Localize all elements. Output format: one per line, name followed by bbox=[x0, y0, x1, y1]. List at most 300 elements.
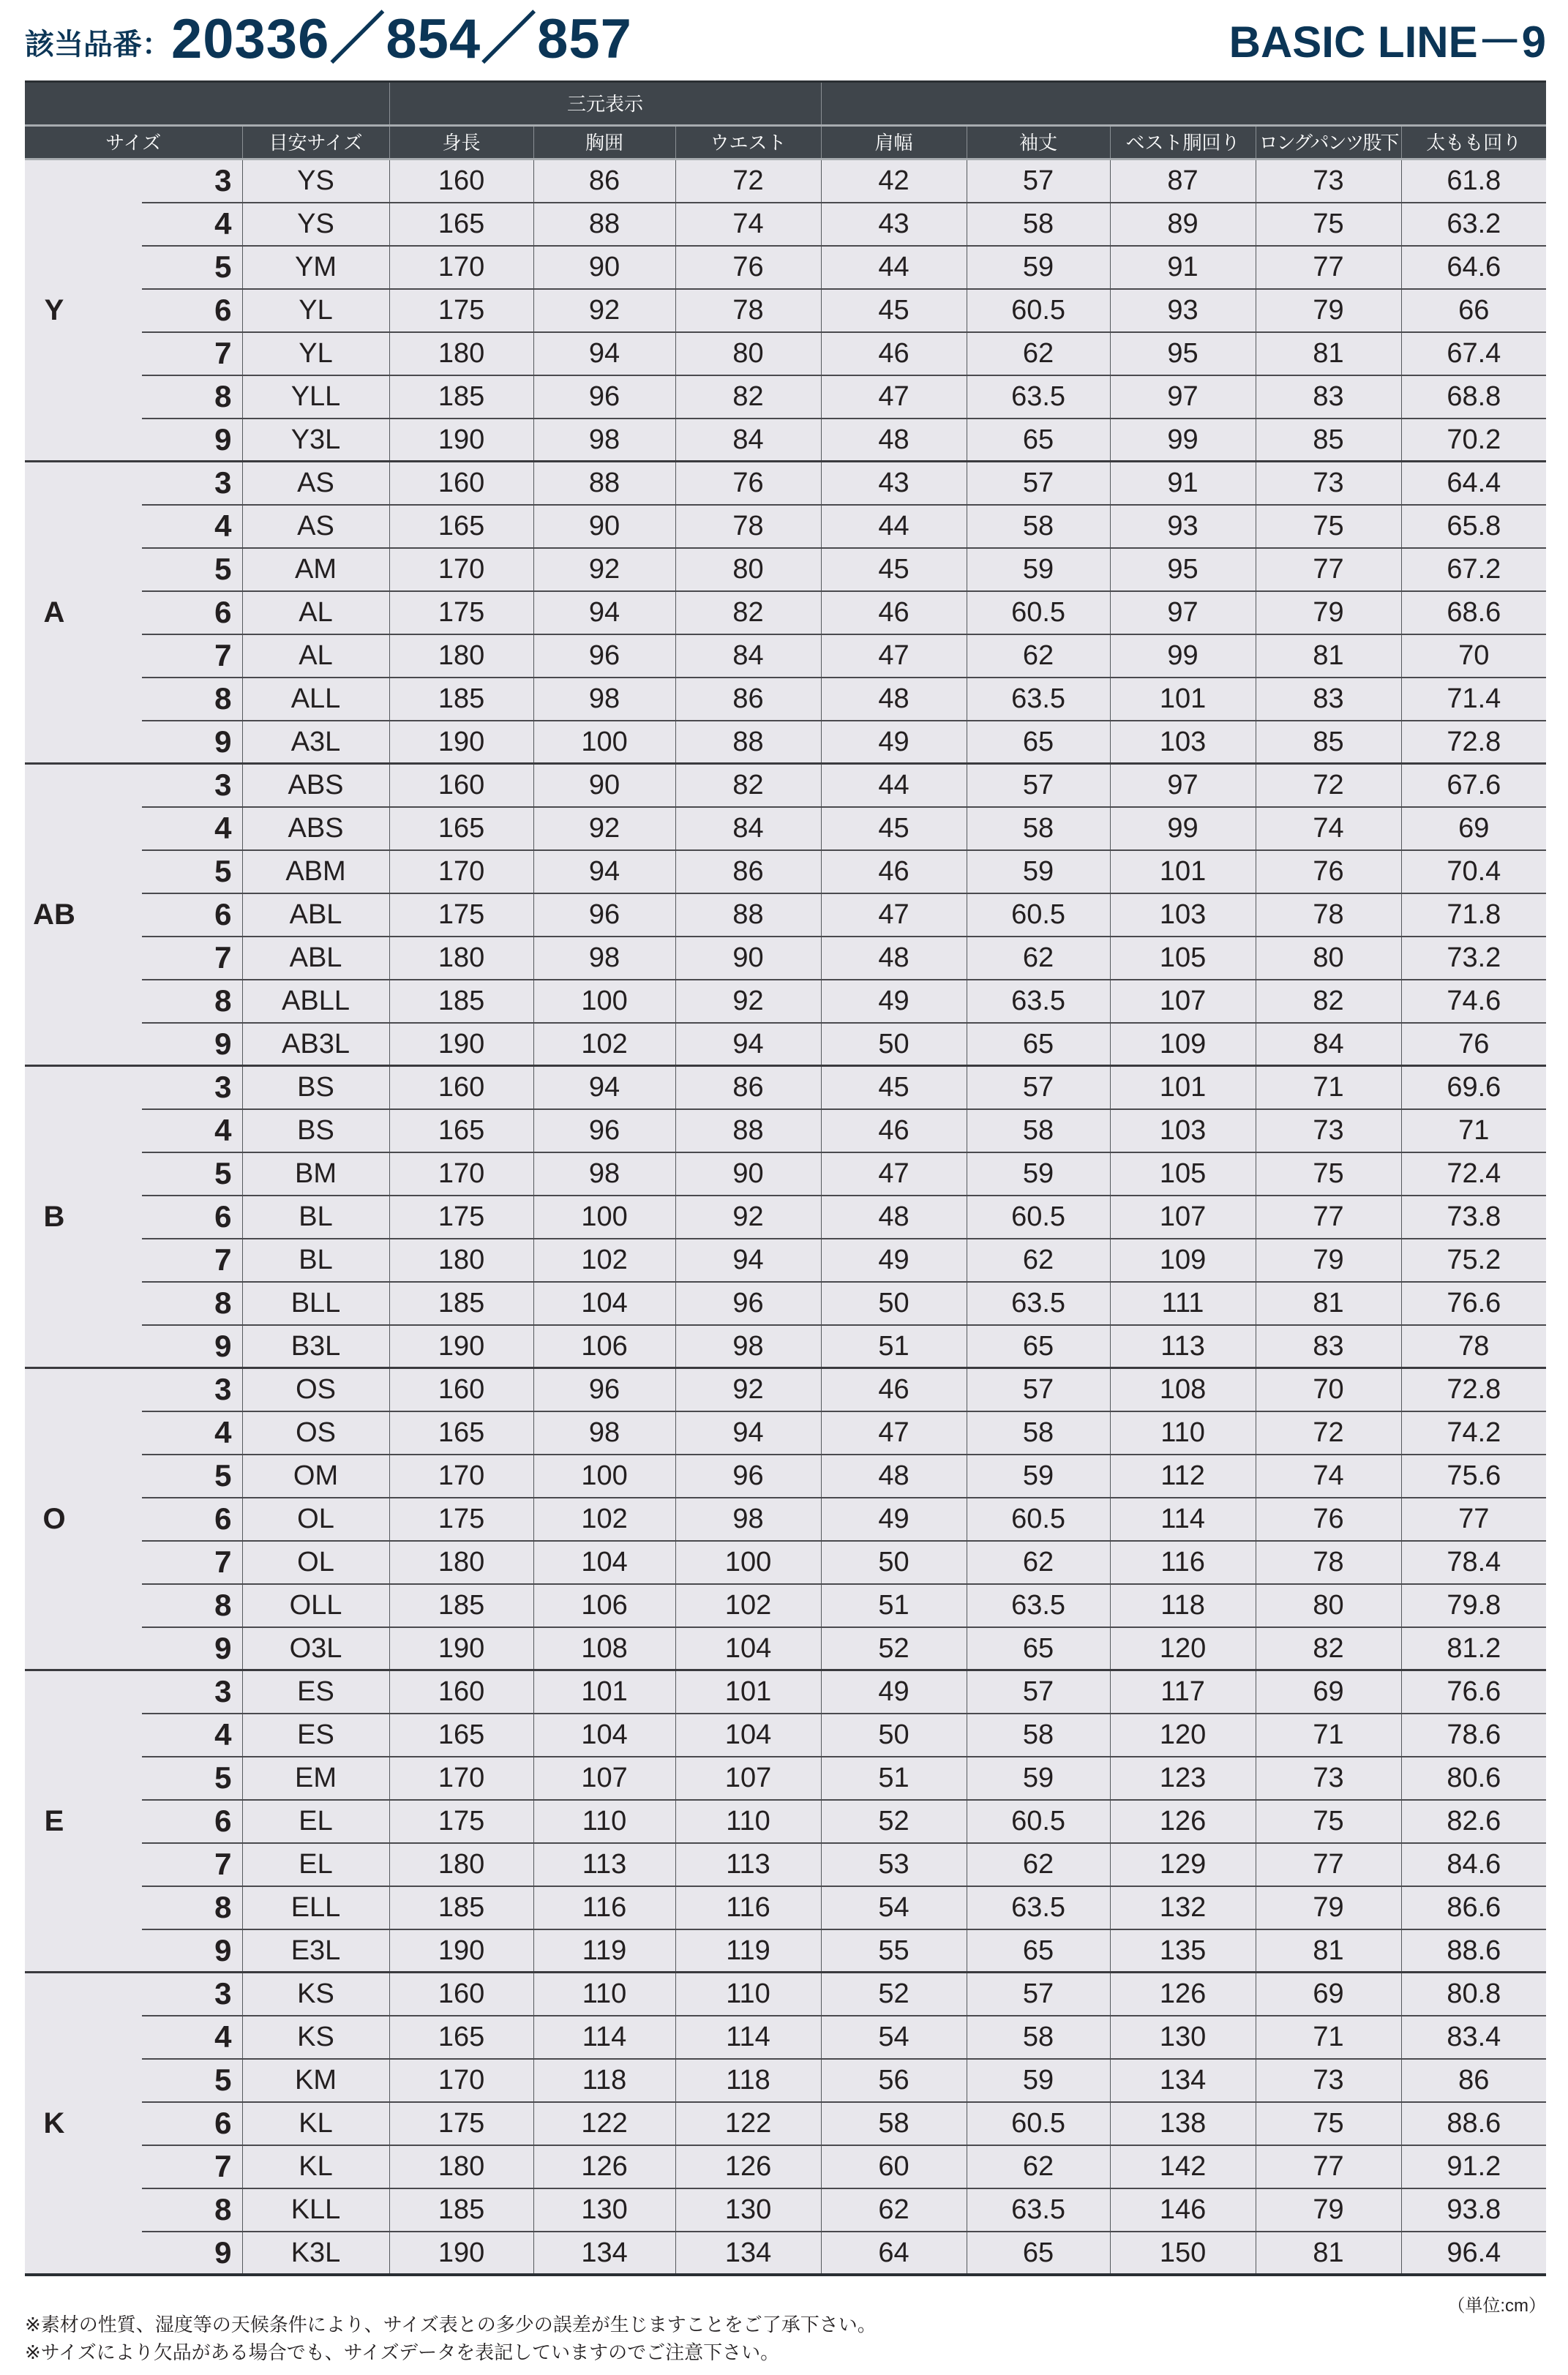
cell: 54 bbox=[821, 2016, 967, 2059]
cell: 103 bbox=[1110, 893, 1256, 937]
cell: KS bbox=[242, 2016, 389, 2059]
cell: 71.4 bbox=[1401, 678, 1546, 721]
cell: 107 bbox=[675, 1757, 821, 1800]
cell: 81 bbox=[1256, 332, 1401, 375]
cell: 120 bbox=[1110, 1714, 1256, 1757]
cell: 62 bbox=[967, 332, 1110, 375]
size-number: 5 bbox=[142, 1757, 242, 1800]
cell: ABS bbox=[242, 807, 389, 850]
cell: 55 bbox=[821, 1929, 967, 1973]
cell: 73 bbox=[1256, 462, 1401, 505]
cell: 83 bbox=[1256, 375, 1401, 419]
cell: 83 bbox=[1256, 1325, 1401, 1368]
cell: AL bbox=[242, 591, 389, 634]
size-number: 5 bbox=[142, 850, 242, 893]
header-blank bbox=[25, 82, 389, 126]
cell: 63.5 bbox=[967, 375, 1110, 419]
cell: 190 bbox=[389, 1627, 533, 1670]
column-header: 肩幅 bbox=[821, 126, 967, 160]
cell: 51 bbox=[821, 1757, 967, 1800]
cell: 126 bbox=[533, 2145, 675, 2188]
size-number: 5 bbox=[142, 1455, 242, 1498]
cell: YS bbox=[242, 203, 389, 246]
cell: ABS bbox=[242, 764, 389, 807]
cell: 92 bbox=[675, 1368, 821, 1411]
cell: 59 bbox=[967, 246, 1110, 289]
cell: 86 bbox=[533, 160, 675, 203]
cell: 94 bbox=[675, 1023, 821, 1066]
cell: 146 bbox=[1110, 2188, 1256, 2232]
cell: 119 bbox=[675, 1929, 821, 1973]
cell: 58 bbox=[967, 203, 1110, 246]
cell: 170 bbox=[389, 1152, 533, 1196]
cell: 60.5 bbox=[967, 2102, 1110, 2145]
cell: EL bbox=[242, 1843, 389, 1886]
cell: ABL bbox=[242, 893, 389, 937]
cell: 103 bbox=[1110, 1109, 1256, 1152]
column-header: サイズ bbox=[25, 126, 242, 160]
cell: 74 bbox=[1256, 807, 1401, 850]
cell: KM bbox=[242, 2059, 389, 2102]
cell: 71 bbox=[1256, 1066, 1401, 1109]
table-row bbox=[25, 678, 1546, 721]
cell: 65 bbox=[967, 1627, 1110, 1670]
cell: 116 bbox=[675, 1886, 821, 1929]
cell: 65 bbox=[967, 1023, 1110, 1066]
cell: 65 bbox=[967, 419, 1110, 462]
size-number: 4 bbox=[142, 1109, 242, 1152]
table-row bbox=[25, 1670, 1546, 1714]
table-row bbox=[25, 419, 1546, 462]
cell: 117 bbox=[1110, 1670, 1256, 1714]
cell: 108 bbox=[533, 1627, 675, 1670]
cell: ABLL bbox=[242, 980, 389, 1023]
table-row bbox=[25, 1886, 1546, 1929]
cell: 69.6 bbox=[1401, 1066, 1546, 1109]
cell: 119 bbox=[533, 1929, 675, 1973]
cell: 160 bbox=[389, 160, 533, 203]
cell: 74 bbox=[1256, 1455, 1401, 1498]
size-number: 7 bbox=[142, 1239, 242, 1282]
cell: 71 bbox=[1256, 2016, 1401, 2059]
cell: 112 bbox=[1110, 1455, 1256, 1498]
cell: 150 bbox=[1110, 2232, 1256, 2275]
cell: 109 bbox=[1110, 1239, 1256, 1282]
cell: 79 bbox=[1256, 2188, 1401, 2232]
table-row bbox=[25, 2059, 1546, 2102]
cell: 64.6 bbox=[1401, 246, 1546, 289]
table-row bbox=[25, 721, 1546, 764]
size-number: 6 bbox=[142, 1196, 242, 1239]
size-number: 3 bbox=[142, 1670, 242, 1714]
cell: 75 bbox=[1256, 2102, 1401, 2145]
cell: 132 bbox=[1110, 1886, 1256, 1929]
table-row bbox=[25, 462, 1546, 505]
cell: 94 bbox=[533, 1066, 675, 1109]
cell: 185 bbox=[389, 980, 533, 1023]
cell: 79 bbox=[1256, 289, 1401, 332]
cell: 99 bbox=[1110, 807, 1256, 850]
table-row bbox=[25, 1929, 1546, 1973]
cell: 101 bbox=[675, 1670, 821, 1714]
table-row bbox=[25, 203, 1546, 246]
cell: 48 bbox=[821, 678, 967, 721]
cell: KLL bbox=[242, 2188, 389, 2232]
size-number: 7 bbox=[142, 1541, 242, 1584]
table-row bbox=[25, 850, 1546, 893]
cell: 78 bbox=[1256, 1541, 1401, 1584]
cell: 86 bbox=[675, 850, 821, 893]
cell: 104 bbox=[675, 1627, 821, 1670]
cell: 165 bbox=[389, 1714, 533, 1757]
size-number: 3 bbox=[142, 160, 242, 203]
footnote: ※サイズにより欠品がある場合でも、サイズデータを表記していますのでご注意下さい。 bbox=[25, 2341, 780, 2363]
product-numbers: 20336／854／857 bbox=[171, 8, 632, 70]
cell: 106 bbox=[533, 1584, 675, 1627]
cell: 81 bbox=[1256, 1929, 1401, 1973]
table-row bbox=[25, 375, 1546, 419]
cell: 46 bbox=[821, 332, 967, 375]
cell: 83 bbox=[1256, 678, 1401, 721]
cell: 78.4 bbox=[1401, 1541, 1546, 1584]
cell: 88 bbox=[533, 462, 675, 505]
table-row bbox=[25, 1800, 1546, 1843]
cell: 99 bbox=[1110, 634, 1256, 678]
cell: 98 bbox=[533, 1411, 675, 1455]
cell: 101 bbox=[1110, 678, 1256, 721]
cell: 109 bbox=[1110, 1023, 1256, 1066]
size-number: 5 bbox=[142, 548, 242, 591]
cell: 47 bbox=[821, 375, 967, 419]
size-group-letter: Y bbox=[25, 160, 142, 462]
cell: 72.8 bbox=[1401, 1368, 1546, 1411]
cell: 58 bbox=[967, 1411, 1110, 1455]
cell: YL bbox=[242, 289, 389, 332]
cell: 77 bbox=[1256, 548, 1401, 591]
size-number: 7 bbox=[142, 2145, 242, 2188]
cell: 76 bbox=[1401, 1023, 1546, 1066]
cell: E3L bbox=[242, 1929, 389, 1973]
cell: 72.8 bbox=[1401, 721, 1546, 764]
cell: 96 bbox=[533, 634, 675, 678]
size-group-letter: O bbox=[25, 1368, 142, 1670]
cell: YLL bbox=[242, 375, 389, 419]
cell: 185 bbox=[389, 1886, 533, 1929]
cell: 110 bbox=[1110, 1411, 1256, 1455]
cell: 170 bbox=[389, 2059, 533, 2102]
cell: 180 bbox=[389, 634, 533, 678]
size-group-letter: A bbox=[25, 462, 142, 764]
size-number: 9 bbox=[142, 2232, 242, 2275]
cell: EM bbox=[242, 1757, 389, 1800]
cell: 90 bbox=[533, 764, 675, 807]
cell: 175 bbox=[389, 1800, 533, 1843]
table-row bbox=[25, 1843, 1546, 1886]
cell: 160 bbox=[389, 462, 533, 505]
cell: 160 bbox=[389, 764, 533, 807]
cell: 107 bbox=[533, 1757, 675, 1800]
cell: 60.5 bbox=[967, 1196, 1110, 1239]
cell: 60 bbox=[821, 2145, 967, 2188]
cell: 160 bbox=[389, 1670, 533, 1714]
table-row bbox=[25, 1368, 1546, 1411]
cell: YL bbox=[242, 332, 389, 375]
size-chart-table bbox=[25, 80, 1546, 2276]
cell: 96 bbox=[675, 1455, 821, 1498]
cell: 71 bbox=[1401, 1109, 1546, 1152]
cell: 100 bbox=[533, 721, 675, 764]
cell: 80.8 bbox=[1401, 1973, 1546, 2016]
cell: 45 bbox=[821, 807, 967, 850]
cell: 70.2 bbox=[1401, 419, 1546, 462]
column-header: ロングパンツ股下 bbox=[1256, 126, 1401, 160]
cell: 58 bbox=[967, 505, 1110, 548]
cell: 97 bbox=[1110, 375, 1256, 419]
cell: 170 bbox=[389, 850, 533, 893]
cell: 65 bbox=[967, 2232, 1110, 2275]
cell: 57 bbox=[967, 764, 1110, 807]
cell: 118 bbox=[533, 2059, 675, 2102]
cell: 73.2 bbox=[1401, 937, 1546, 980]
size-group-letter: AB bbox=[25, 764, 142, 1066]
table-row bbox=[25, 1498, 1546, 1541]
cell: 63.5 bbox=[967, 980, 1110, 1023]
cell: 104 bbox=[533, 1541, 675, 1584]
cell: 75 bbox=[1256, 203, 1401, 246]
table-row bbox=[25, 634, 1546, 678]
column-header: 目安サイズ bbox=[242, 126, 389, 160]
cell: 47 bbox=[821, 634, 967, 678]
cell: 75 bbox=[1256, 1152, 1401, 1196]
size-number: 4 bbox=[142, 807, 242, 850]
table-row bbox=[25, 1282, 1546, 1325]
cell: 80 bbox=[675, 332, 821, 375]
cell: 95 bbox=[1110, 332, 1256, 375]
cell: 85 bbox=[1256, 721, 1401, 764]
cell: 160 bbox=[389, 1973, 533, 2016]
cell: BS bbox=[242, 1109, 389, 1152]
cell: 57 bbox=[967, 1973, 1110, 2016]
size-number: 6 bbox=[142, 289, 242, 332]
cell: 58 bbox=[967, 1714, 1110, 1757]
cell: 62 bbox=[967, 1843, 1110, 1886]
cell: 78.6 bbox=[1401, 1714, 1546, 1757]
size-number: 6 bbox=[142, 2102, 242, 2145]
size-number: 4 bbox=[142, 1411, 242, 1455]
cell: 185 bbox=[389, 375, 533, 419]
cell: 64.4 bbox=[1401, 462, 1546, 505]
table-row bbox=[25, 1109, 1546, 1152]
size-number: 5 bbox=[142, 2059, 242, 2102]
cell: 79.8 bbox=[1401, 1584, 1546, 1627]
size-number: 4 bbox=[142, 505, 242, 548]
cell: 106 bbox=[533, 1325, 675, 1368]
cell: K3L bbox=[242, 2232, 389, 2275]
cell: 59 bbox=[967, 1757, 1110, 1800]
cell: 72 bbox=[675, 160, 821, 203]
cell: 170 bbox=[389, 1757, 533, 1800]
cell: BS bbox=[242, 1066, 389, 1109]
table-row bbox=[25, 2145, 1546, 2188]
column-header: 袖丈 bbox=[967, 126, 1110, 160]
cell: 47 bbox=[821, 893, 967, 937]
table-row bbox=[25, 1066, 1546, 1109]
cell: 63.5 bbox=[967, 1886, 1110, 1929]
cell: 74.6 bbox=[1401, 980, 1546, 1023]
cell: 105 bbox=[1110, 937, 1256, 980]
cell: YM bbox=[242, 246, 389, 289]
cell: 69 bbox=[1401, 807, 1546, 850]
cell: 82.6 bbox=[1401, 1800, 1546, 1843]
cell: 122 bbox=[533, 2102, 675, 2145]
cell: 94 bbox=[533, 332, 675, 375]
cell: 59 bbox=[967, 1455, 1110, 1498]
cell: 120 bbox=[1110, 1627, 1256, 1670]
cell: 76 bbox=[675, 462, 821, 505]
size-number: 3 bbox=[142, 1368, 242, 1411]
table-row bbox=[25, 893, 1546, 937]
cell: 79 bbox=[1256, 1886, 1401, 1929]
cell: BL bbox=[242, 1196, 389, 1239]
cell: 160 bbox=[389, 1368, 533, 1411]
cell: 98 bbox=[675, 1325, 821, 1368]
cell: 185 bbox=[389, 2188, 533, 2232]
cell: 180 bbox=[389, 332, 533, 375]
size-number: 9 bbox=[142, 1929, 242, 1973]
cell: 89 bbox=[1110, 203, 1256, 246]
size-number: 8 bbox=[142, 1886, 242, 1929]
cell: 107 bbox=[1110, 980, 1256, 1023]
size-number: 3 bbox=[142, 764, 242, 807]
cell: ES bbox=[242, 1714, 389, 1757]
cell: 110 bbox=[675, 1973, 821, 2016]
cell: BM bbox=[242, 1152, 389, 1196]
size-number: 7 bbox=[142, 1843, 242, 1886]
cell: 94 bbox=[675, 1239, 821, 1282]
product-number-label: 該当品番： bbox=[25, 29, 171, 61]
cell: EL bbox=[242, 1800, 389, 1843]
cell: 72 bbox=[1256, 1411, 1401, 1455]
cell: OL bbox=[242, 1541, 389, 1584]
cell: 49 bbox=[821, 1239, 967, 1282]
cell: 91.2 bbox=[1401, 2145, 1546, 2188]
cell: 67.2 bbox=[1401, 548, 1546, 591]
cell: 160 bbox=[389, 1066, 533, 1109]
cell: 52 bbox=[821, 1627, 967, 1670]
cell: 100 bbox=[533, 1455, 675, 1498]
cell: 49 bbox=[821, 1670, 967, 1714]
series-name: BASIC LINE－9 bbox=[1228, 18, 1546, 67]
cell: 75.6 bbox=[1401, 1455, 1546, 1498]
cell: 91 bbox=[1110, 246, 1256, 289]
cell: OS bbox=[242, 1368, 389, 1411]
table-row bbox=[25, 1714, 1546, 1757]
size-number: 6 bbox=[142, 1800, 242, 1843]
table-row bbox=[25, 160, 1546, 203]
cell: 165 bbox=[389, 505, 533, 548]
size-number: 8 bbox=[142, 678, 242, 721]
cell: 76.6 bbox=[1401, 1282, 1546, 1325]
cell: B3L bbox=[242, 1325, 389, 1368]
cell: 123 bbox=[1110, 1757, 1256, 1800]
size-number: 6 bbox=[142, 591, 242, 634]
cell: 101 bbox=[1110, 1066, 1256, 1109]
cell: OL bbox=[242, 1498, 389, 1541]
cell: 59 bbox=[967, 850, 1110, 893]
cell: 79 bbox=[1256, 591, 1401, 634]
cell: 63.5 bbox=[967, 1282, 1110, 1325]
cell: 103 bbox=[1110, 721, 1256, 764]
cell: 97 bbox=[1110, 591, 1256, 634]
cell: 68.8 bbox=[1401, 375, 1546, 419]
cell: 58 bbox=[967, 807, 1110, 850]
cell: 78 bbox=[1256, 893, 1401, 937]
table-row bbox=[25, 1757, 1546, 1800]
cell: 70 bbox=[1256, 1368, 1401, 1411]
cell: 102 bbox=[533, 1239, 675, 1282]
cell: 53 bbox=[821, 1843, 967, 1886]
cell: 44 bbox=[821, 246, 967, 289]
cell: AM bbox=[242, 548, 389, 591]
cell: 101 bbox=[1110, 850, 1256, 893]
cell: 116 bbox=[533, 1886, 675, 1929]
cell: 108 bbox=[1110, 1368, 1256, 1411]
cell: 76 bbox=[1256, 1498, 1401, 1541]
table-row bbox=[25, 1973, 1546, 2016]
size-group-letter: B bbox=[25, 1066, 142, 1368]
table-row bbox=[25, 1455, 1546, 1498]
cell: 105 bbox=[1110, 1152, 1256, 1196]
table-row bbox=[25, 591, 1546, 634]
product-number-title bbox=[25, 10, 632, 69]
cell: 102 bbox=[533, 1023, 675, 1066]
cell: 104 bbox=[675, 1714, 821, 1757]
cell: 87 bbox=[1110, 160, 1256, 203]
cell: 65 bbox=[967, 1929, 1110, 1973]
cell: 190 bbox=[389, 721, 533, 764]
cell: 64 bbox=[821, 2232, 967, 2275]
cell: 50 bbox=[821, 1023, 967, 1066]
cell: 101 bbox=[533, 1670, 675, 1714]
cell: 88 bbox=[675, 721, 821, 764]
size-number: 9 bbox=[142, 721, 242, 764]
cell: 61.8 bbox=[1401, 160, 1546, 203]
cell: 46 bbox=[821, 591, 967, 634]
cell: 68.6 bbox=[1401, 591, 1546, 634]
table-row bbox=[25, 246, 1546, 289]
size-number: 3 bbox=[142, 1066, 242, 1109]
cell: 185 bbox=[389, 678, 533, 721]
cell: 71 bbox=[1256, 1714, 1401, 1757]
size-number: 9 bbox=[142, 1325, 242, 1368]
cell: 62 bbox=[821, 2188, 967, 2232]
cell: 71.8 bbox=[1401, 893, 1546, 937]
cell: 93.8 bbox=[1401, 2188, 1546, 2232]
group-header-3d: 三元表示 bbox=[389, 82, 821, 126]
cell: 165 bbox=[389, 807, 533, 850]
cell: 104 bbox=[533, 1714, 675, 1757]
cell: 57 bbox=[967, 160, 1110, 203]
cell: 175 bbox=[389, 1196, 533, 1239]
cell: 99 bbox=[1110, 419, 1256, 462]
size-number: 4 bbox=[142, 1714, 242, 1757]
cell: 185 bbox=[389, 1282, 533, 1325]
cell: BLL bbox=[242, 1282, 389, 1325]
cell: 79 bbox=[1256, 1239, 1401, 1282]
cell: AS bbox=[242, 462, 389, 505]
cell: 96 bbox=[675, 1282, 821, 1325]
cell: 88 bbox=[675, 1109, 821, 1152]
